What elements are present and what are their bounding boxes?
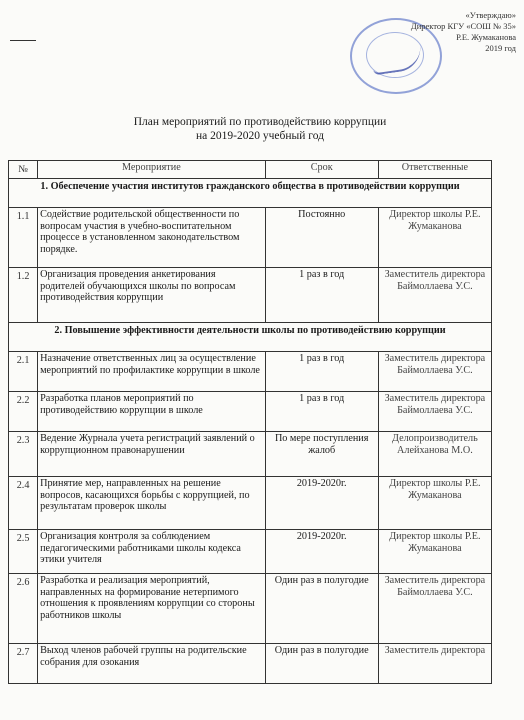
table-row — [9, 432, 492, 477]
row-responsible: Директор школы Р.Е. Жумаканова — [378, 477, 491, 530]
row-activity: Назначение ответственных лиц за осуществление мероприятий по профилактике коррупции в школе — [38, 352, 265, 392]
row-responsible: Заместитель директора — [378, 644, 491, 684]
corner-dash — [10, 40, 36, 41]
table-row — [9, 392, 492, 432]
row-activity: Разработка и реализация мероприятий, направленных на формирование нетерпимого отношения к проявлениям коррупции со стороны работников школы — [38, 574, 265, 644]
approval-line-4: 2019 год — [485, 43, 516, 53]
row-responsible: Делопроизводитель Алейханова М.О. — [378, 432, 491, 477]
row-term: 1 раз в год — [265, 268, 378, 323]
document-title — [100, 115, 420, 143]
row-term: Один раз в полугодие — [265, 644, 378, 684]
row-responsible: Заместитель директора Баймоллаева У.С. — [378, 352, 491, 392]
table-row — [9, 530, 492, 574]
approval-line-1: «Утверждаю» — [465, 10, 516, 20]
row-number: 2.6 — [9, 574, 38, 644]
section-heading-row — [9, 179, 492, 208]
row-responsible: Заместитель директора Баймоллаева У.С. — [378, 268, 491, 323]
table-row — [9, 268, 492, 323]
row-activity: Организация контроля за соблюдением педагогическими работниками школы кодекса этики учителя — [38, 530, 265, 574]
header-term: Срок — [265, 161, 378, 179]
header-activity: Мероприятие — [38, 161, 265, 179]
header-responsible: Ответственные — [378, 161, 491, 179]
row-responsible: Директор школы Р.Е. Жумаканова — [378, 530, 491, 574]
title-line-1: План мероприятий по противодействию коррупции — [133, 116, 387, 128]
table-row — [9, 477, 492, 530]
row-activity: Принятие мер, направленных на решение вопросов, касающихся борьбы с коррупцией, по результатам проверок школы — [38, 477, 265, 530]
row-number: 2.5 — [9, 530, 38, 574]
row-responsible: Заместитель директора Баймоллаева У.С. — [378, 574, 491, 644]
approval-line-2: Директор КГУ «СОШ № 35» — [410, 21, 516, 31]
table-header-row — [9, 161, 492, 179]
section-1-heading: 1. Обеспечение участия институтов гражданского общества в противодействии коррупции — [9, 179, 492, 208]
row-responsible: Заместитель директора Баймоллаева У.С. — [378, 392, 491, 432]
row-activity: Организация проведения анкетирования родителей обучающихся школы по вопросам противодействия коррупции — [38, 268, 265, 323]
row-term: Постоянно — [265, 208, 378, 268]
title-line-2: на 2019-2020 учебный год — [196, 130, 324, 142]
table-row — [9, 574, 492, 644]
row-term: Один раз в полугодие — [265, 574, 378, 644]
row-activity: Содействие родительской общественности по вопросам участия в учебно-воспитательном процессе в установленном законодательством порядке. — [38, 208, 265, 268]
table-row — [9, 352, 492, 392]
section-heading-row — [9, 323, 492, 352]
row-number: 2.3 — [9, 432, 38, 477]
row-responsible: Директор школы Р.Е. Жумаканова — [378, 208, 491, 268]
row-term: 2019-2020г. — [265, 477, 378, 530]
row-number: 2.7 — [9, 644, 38, 684]
row-number: 1.1 — [9, 208, 38, 268]
approval-line-3: Р.Е. Жумаканова — [456, 32, 516, 42]
table-row — [9, 208, 492, 268]
row-term: 2019-2020г. — [265, 530, 378, 574]
row-activity: Ведение Журнала учета регистраций заявлений о коррупционном правонарушении — [38, 432, 265, 477]
header-number: № — [9, 161, 38, 179]
row-number: 2.1 — [9, 352, 38, 392]
row-term: 1 раз в год — [265, 352, 378, 392]
row-term: 1 раз в год — [265, 392, 378, 432]
row-number: 2.4 — [9, 477, 38, 530]
row-number: 1.2 — [9, 268, 38, 323]
table-row — [9, 644, 492, 684]
row-number: 2.2 — [9, 392, 38, 432]
row-activity: Выход членов рабочей группы на родительские собрания для озокания — [38, 644, 265, 684]
plan-table — [8, 160, 492, 684]
approval-block — [356, 10, 516, 54]
row-term: По мере поступления жалоб — [265, 432, 378, 477]
row-activity: Разработка планов мероприятий по противодействию коррупции в школе — [38, 392, 265, 432]
section-2-heading: 2. Повышение эффективности деятельности школы по противодействию коррупции — [9, 323, 492, 352]
